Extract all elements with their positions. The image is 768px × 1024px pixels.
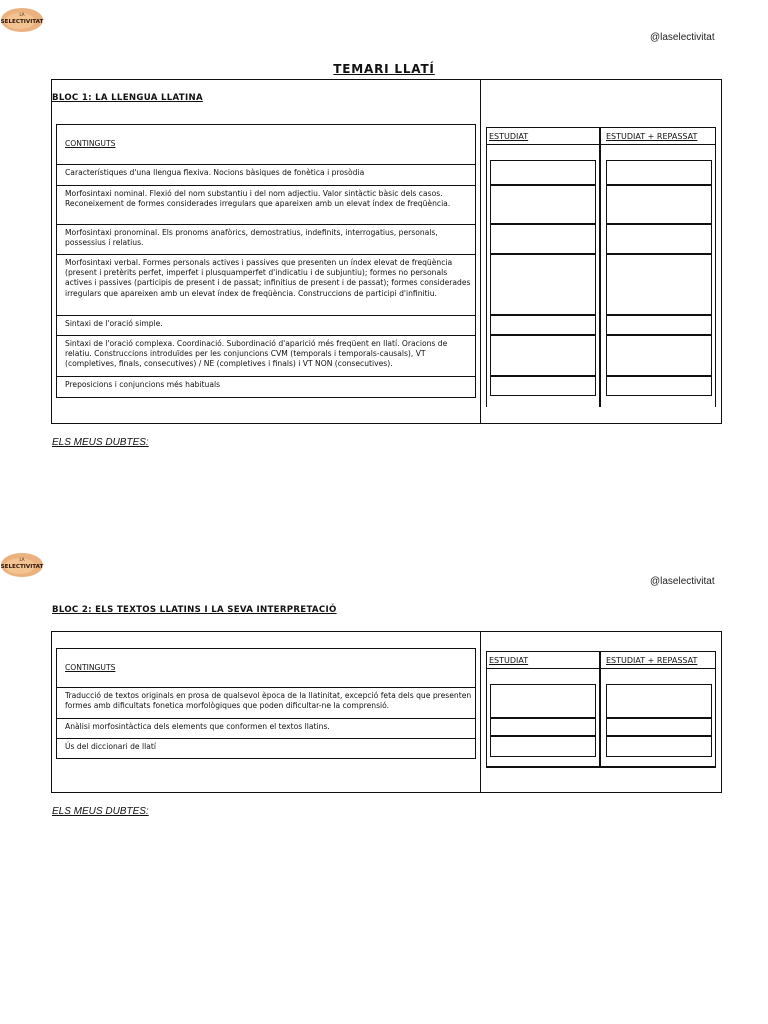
logo-line2: SELECTIVITAT: [0, 564, 44, 570]
bloc2-col-left: [486, 651, 487, 767]
bloc1-repassat-checkbox-1[interactable]: [606, 160, 712, 185]
logo-page2: [0, 549, 44, 581]
bloc1-estudiat-checkbox-5[interactable]: [490, 315, 596, 335]
bloc1-repassat-checkbox-6[interactable]: [606, 335, 712, 376]
bloc1-repassat-checkbox-2[interactable]: [606, 185, 712, 224]
bloc1-col-left: [486, 127, 487, 407]
bloc1-divider: [480, 79, 481, 424]
bloc1-estudiat-checkbox-7[interactable]: [490, 376, 596, 396]
bloc2-estudiat-checkbox-2[interactable]: [490, 718, 596, 736]
bloc2-col-hdrline: [486, 668, 716, 669]
bloc2-repassat-checkbox-2[interactable]: [606, 718, 712, 736]
bloc1-repassat-checkbox-3[interactable]: [606, 224, 712, 254]
page-title: TEMARI LLATÍ: [333, 62, 435, 76]
logo-badge-icon: [0, 4, 44, 36]
logo-badge-icon: [0, 549, 44, 581]
logo-line1: LA: [19, 557, 25, 562]
bloc1-row-3: Morfosintaxi pronominal. Els pronoms anafòrics, demostratius, indefinits, interrogatius, personals, possessius i relatius.: [56, 224, 476, 255]
bloc2-estudiat-checkbox-1[interactable]: [490, 684, 596, 718]
bloc1-row-6: Sintaxi de l'oració complexa. Coordinació. Subordinació d'aparició més freqüent en llatí. Oracions de relatiu. Construccions introduïdes per les conjuncions CVM (temporals i temporals-causals), VT (completives, finals, consecutives) / NE (completives i finals) i VT NON (consecutives).: [56, 335, 476, 377]
bloc1-estudiat-checkbox-3[interactable]: [490, 224, 596, 254]
bloc1-col-mid: [599, 127, 601, 407]
bloc2-title: BLOC 2: ELS TEXTOS LLATINS I LA SEVA INTERPRETACIÓ: [52, 605, 337, 615]
social-handle: @laselectivitat: [650, 32, 715, 43]
bloc2-header-continguts: CONTINGUTS: [56, 648, 476, 688]
bloc1-row-1: Característiques d'una llengua flexiva. Nocions bàsiques de fonètica i prosòdia: [56, 164, 476, 186]
social-handle-page2: @laselectivitat: [650, 576, 715, 587]
bloc2-repassat-checkbox-1[interactable]: [606, 684, 712, 718]
bloc1-title: BLOC 1: LA LLENGUA LLATINA: [52, 93, 203, 103]
bloc2-row-3: Ús del diccionari de llatí: [56, 738, 476, 759]
bloc1-col-topline: [486, 127, 716, 128]
bloc1-repassat-checkbox-7[interactable]: [606, 376, 712, 396]
logo-line1: LA: [19, 12, 25, 17]
bloc2-col-right: [715, 651, 716, 767]
bloc2-row-2: Anàlisi morfosintàctica dels elements que conformen el textos llatins.: [56, 718, 476, 739]
bloc1-estudiat-checkbox-6[interactable]: [490, 335, 596, 376]
bloc2-row-1: Traducció de textos originals en prosa de qualsevol època de la llatinitat, excepció feta dels que presenten formes amb dificultats fonetica morfològiques que poden dificultar-ne la comprensió.: [56, 687, 476, 719]
bloc1-col-right: [715, 127, 716, 407]
bloc2-dubtes-label: ELS MEUS DUBTES:: [52, 806, 149, 817]
bloc2-col-repassat: ESTUDIAT + REPASSAT: [606, 656, 698, 665]
bloc1-repassat-checkbox-5[interactable]: [606, 315, 712, 335]
logo-line2: SELECTIVITAT: [0, 19, 44, 25]
bloc2-estudiat-checkbox-3[interactable]: [490, 736, 596, 757]
bloc1-estudiat-checkbox-2[interactable]: [490, 185, 596, 224]
bloc1-header-continguts: CONTINGUTS: [56, 124, 476, 165]
bloc1-estudiat-checkbox-1[interactable]: [490, 160, 596, 185]
bloc2-col-bottomline: [486, 766, 716, 768]
bloc2-col-topline: [486, 651, 716, 652]
bloc2-divider: [480, 631, 481, 793]
bloc1-row-2: Morfosintaxi nominal. Flexió del nom substantiu i del nom adjectiu. Valor sintàctic bàsic dels casos. Reconeixement de formes considerades irregulars que apareixen amb un elevat índex de freqüència.: [56, 185, 476, 225]
bloc1-dubtes-label: ELS MEUS DUBTES:: [52, 437, 149, 448]
bloc2-col-mid: [599, 651, 601, 767]
bloc2-col-estudiat: ESTUDIAT: [489, 656, 529, 665]
bloc1-col-repassat: ESTUDIAT + REPASSAT: [606, 132, 698, 141]
bloc1-row-5: Sintaxi de l'oració simple.: [56, 315, 476, 336]
bloc1-row-7: Preposicions i conjuncions més habituals: [56, 376, 476, 398]
bloc1-col-estudiat: ESTUDIAT: [489, 132, 529, 141]
bloc1-estudiat-checkbox-4[interactable]: [490, 254, 596, 315]
bloc1-col-hdrline: [486, 144, 716, 145]
bloc1-row-4: Morfosintaxi verbal. Formes personals actives i passives que presenten un índex elevat de freqüència (present i pretèrits perfet, imperfet i plusquamperfet d'indicatiu i de subjuntiu); formes no personals actives i passives (participis de present i de passat; infinitius de present i de passat); formes considerades irregulars que apareixen amb un elevat índex de freqüència. Construccions de participi d'infinitiu.: [56, 254, 476, 316]
bloc1-repassat-checkbox-4[interactable]: [606, 254, 712, 315]
logo: [0, 4, 44, 36]
bloc2-repassat-checkbox-3[interactable]: [606, 736, 712, 757]
